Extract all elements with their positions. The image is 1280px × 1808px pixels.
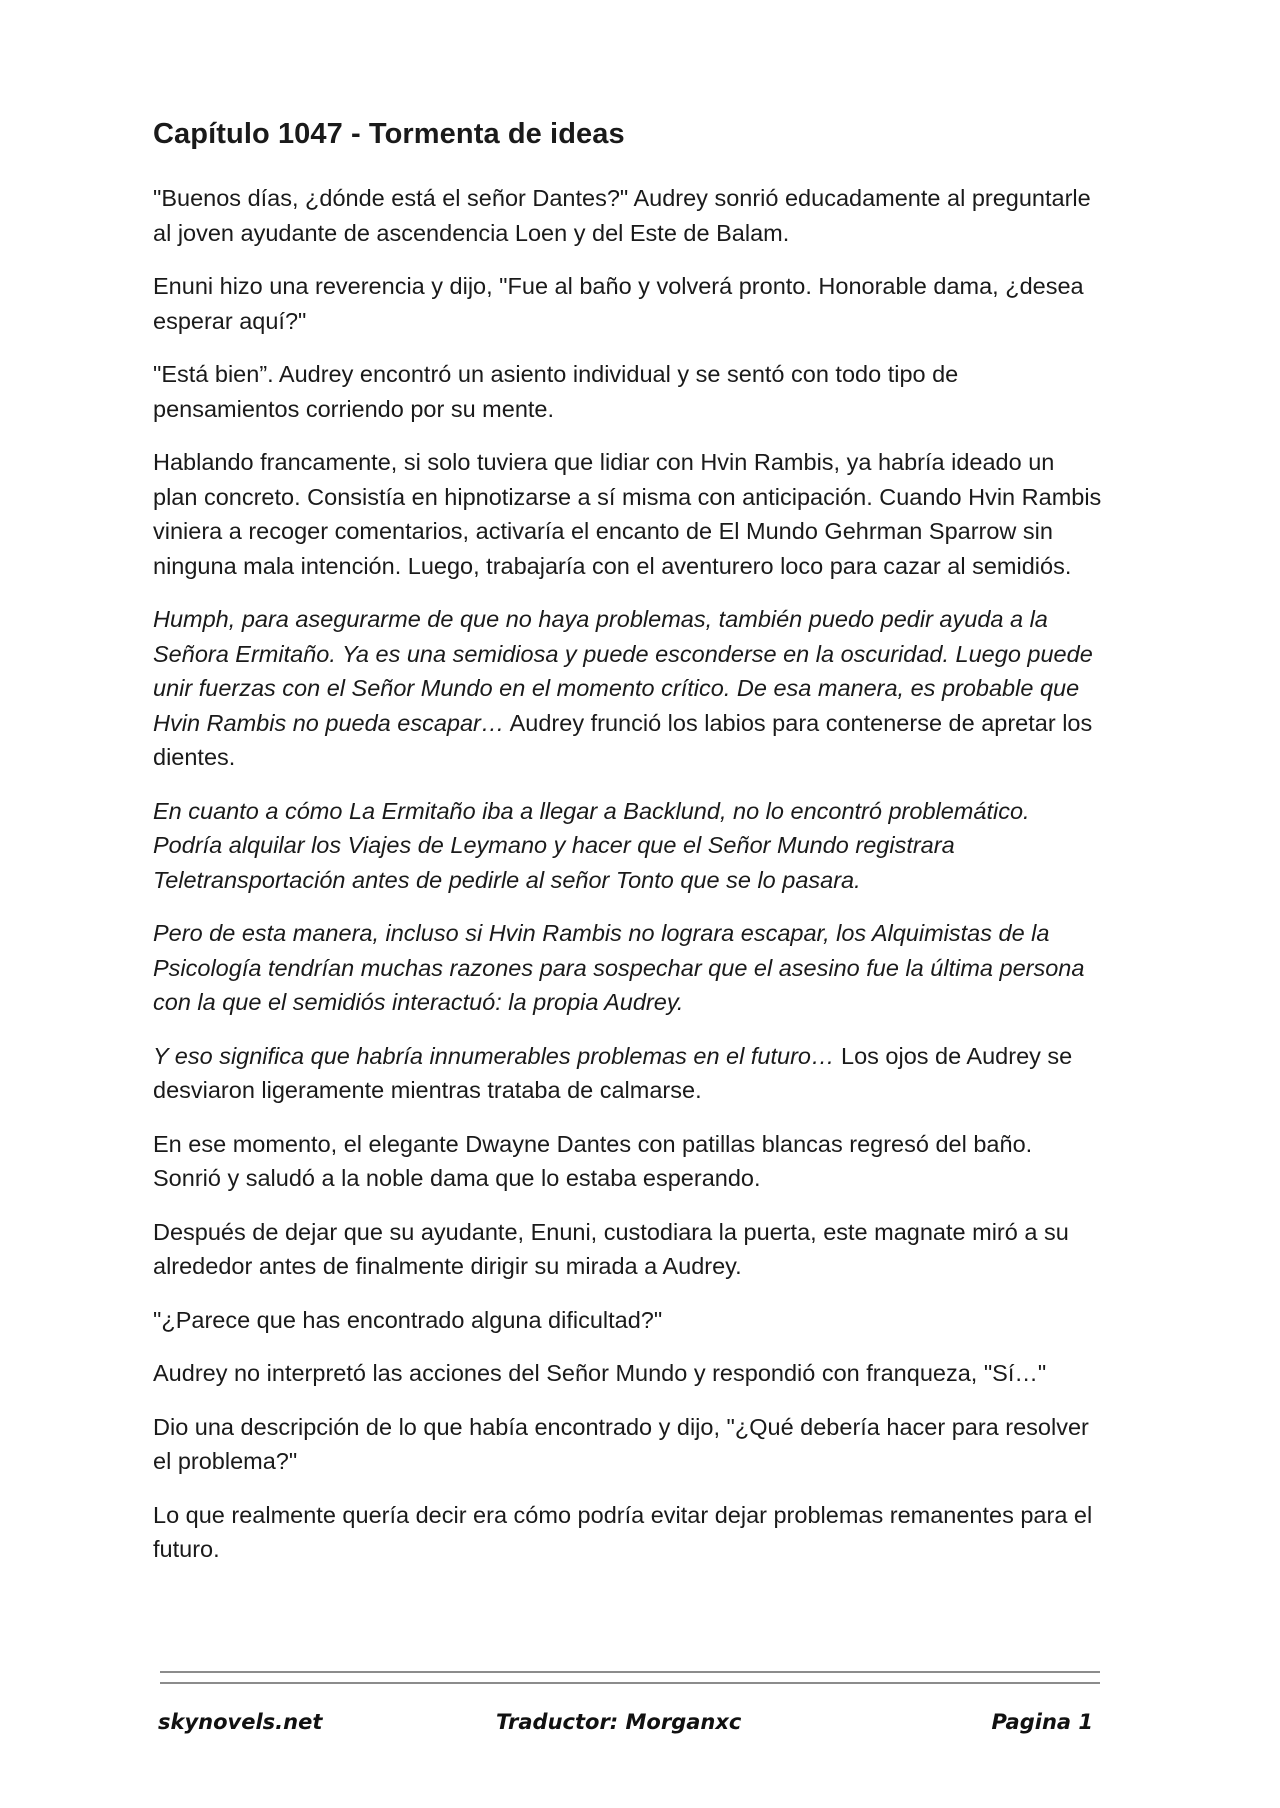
paragraph [153, 1410, 1103, 1479]
text-run: Audrey frunció los labios para contenerse de apretar los dientes. [153, 709, 1093, 770]
text-run: "Buenos días, ¿dónde está el señor Dantes?" Audrey sonrió educadamente al preguntarle al joven ayudante de ascendencia Loen y del Este de Balam. [153, 185, 1091, 246]
text-run: En ese momento, el elegante Dwayne Dantes con patillas blancas regresó del baño. Sonrió y saludó a la noble dama que lo estaba esperando. [153, 1130, 1033, 1191]
text-run: Audrey no interpretó las acciones del Señor Mundo y respondió con franqueza, "Sí…" [153, 1360, 1047, 1386]
paragraph [153, 1127, 1103, 1196]
paragraph [153, 1498, 1103, 1567]
italic-run: Humph, para asegurarme de que no haya problemas, también puedo pedir ayuda a la Señora Ermitaño. Ya es una semidiosa y puede esconderse en la oscuridad. Luego puede unir fuerzas con el Señor Mundo en el momento crítico. De esa manera, es probable que Hvin Rambis no pueda escapar… [153, 606, 1093, 736]
footer-translator: Traductor: Morganxc [496, 1710, 742, 1734]
paragraph [153, 916, 1103, 1020]
footer-divider-line [160, 1671, 1100, 1673]
paragraph [153, 1303, 1103, 1338]
chapter-title: Capítulo 1047 - Tormenta de ideas [153, 118, 625, 150]
italic-run: Y eso significa que habría innumerables problemas en el futuro… [153, 1042, 835, 1069]
paragraph [153, 1039, 1103, 1108]
footer-page-number: Pagina 1 [991, 1710, 1093, 1734]
text-run: Dio una descripción de lo que había encontrado y dijo, "¿Qué debería hacer para resolver el problema?" [153, 1413, 1089, 1474]
text-run: Lo que realmente quería decir era cómo podría evitar dejar problemas remanentes para el futuro. [153, 1501, 1093, 1562]
chapter-body [153, 181, 1103, 1567]
document-page [153, 118, 1103, 1586]
footer-divider [160, 1671, 1100, 1684]
page-footer [158, 1710, 1093, 1750]
paragraph [153, 269, 1103, 338]
paragraph [153, 794, 1103, 898]
italic-run: En cuanto a cómo La Ermitaño iba a llegar a Backlund, no lo encontró problemático. Podría alquilar los Viajes de Leymano y hacer que el Señor Mundo registrara Teletransportación antes de pedirle al señor Tonto que se lo pasara. [153, 797, 1030, 893]
paragraph [153, 1356, 1103, 1391]
text-run: Los ojos de Audrey se desviaron ligeramente mientras trataba de calmarse. [153, 1042, 1073, 1103]
footer-site: skynovels.net [158, 1710, 323, 1734]
text-run: "¿Parece que has encontrado alguna dificultad?" [153, 1306, 663, 1333]
text-run: Hablando francamente, si solo tuviera que lidiar con Hvin Rambis, ya habría ideado un plan concreto. Consistía en hipnotizarse a sí misma con anticipación. Cuando Hvin Rambis viniera a recoger comentarios, activaría el encanto de El Mundo Gehrman Sparrow sin ninguna mala intención. Luego, trabajaría con el aventurero loco para cazar al semidiós. [153, 449, 1102, 579]
text-run: "Está bien”. Audrey encontró un asiento individual y se sentó con todo tipo de pensamientos corriendo por su mente. [153, 361, 959, 422]
paragraph [153, 445, 1103, 583]
paragraph [153, 357, 1103, 426]
text-run: Enuni hizo una reverencia y dijo, "Fue al baño y volverá pronto. Honorable dama, ¿desea esperar aquí?" [153, 273, 1084, 334]
text-run: Después de dejar que su ayudante, Enuni, custodiara la puerta, este magnate miró a su alrededor antes de finalmente dirigir su mirada a Audrey. [153, 1218, 1069, 1279]
footer-divider-line [160, 1682, 1100, 1684]
paragraph [153, 181, 1103, 250]
italic-run: Pero de esta manera, incluso si Hvin Rambis no lograra escapar, los Alquimistas de la Psicología tendrían muchas razones para sospechar que el asesino fue la última persona con la que el semidiós interactuó: la propia Audrey. [153, 920, 1085, 1015]
paragraph [153, 1215, 1103, 1284]
paragraph [153, 602, 1103, 775]
